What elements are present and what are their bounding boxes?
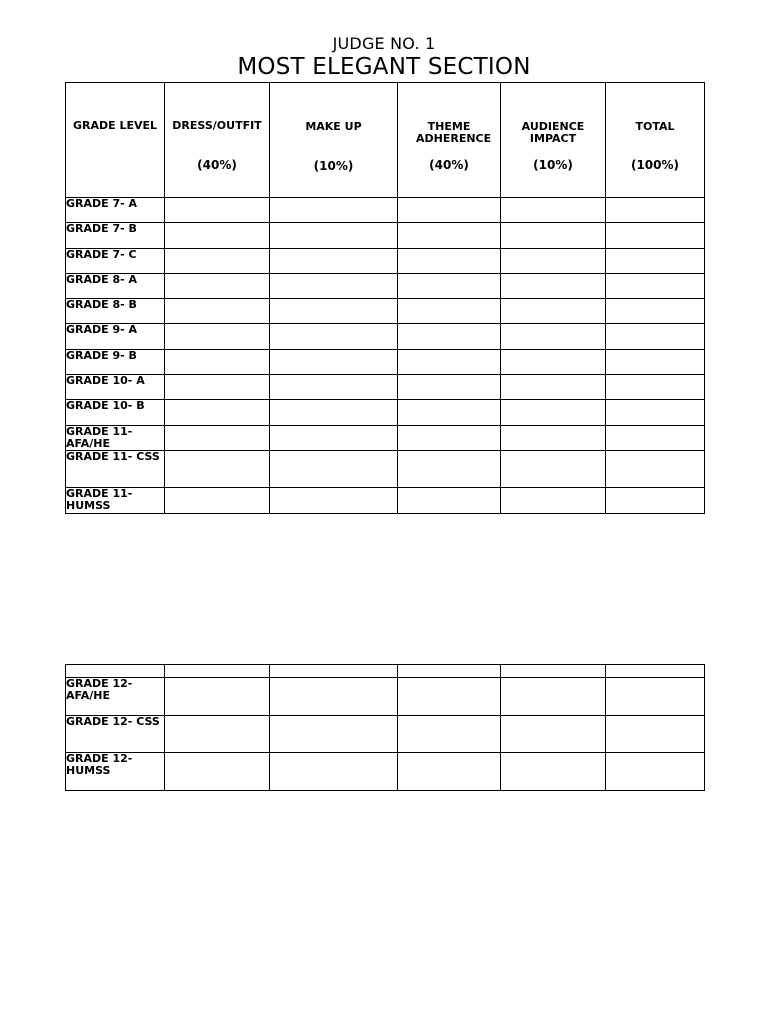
score-cell[interactable]: [165, 425, 270, 450]
score-cell[interactable]: [270, 349, 398, 374]
table-row: [66, 753, 705, 791]
score-cell[interactable]: [270, 273, 398, 298]
score-cell[interactable]: [606, 198, 705, 223]
score-cell[interactable]: [606, 375, 705, 400]
grade-level-cell: GRADE 11- AFA/HE: [66, 425, 165, 450]
table-row: [66, 375, 705, 400]
score-cell[interactable]: [501, 715, 606, 753]
score-cell[interactable]: [501, 223, 606, 248]
table-row: [66, 273, 705, 298]
second-table-body: [66, 678, 705, 791]
column-header-label: MAKE UP: [305, 120, 362, 133]
column-header-make-up: [270, 83, 398, 198]
column-header-total: [606, 83, 705, 198]
score-cell[interactable]: [165, 450, 270, 488]
score-cell[interactable]: [398, 198, 501, 223]
score-cell[interactable]: [398, 450, 501, 488]
table-row: [66, 450, 705, 488]
grade-level-cell: GRADE 12- AFA/HE: [66, 678, 165, 716]
score-cell[interactable]: [501, 425, 606, 450]
table-row: [66, 715, 705, 753]
score-cell[interactable]: [501, 450, 606, 488]
score-cell[interactable]: [606, 753, 705, 791]
grade-level-cell: GRADE 12- CSS: [66, 715, 165, 753]
column-header-grade-level: [66, 83, 165, 198]
column-header-audience-impact: [501, 83, 606, 198]
grade-level-cell: GRADE 11- CSS: [66, 450, 165, 488]
column-weight: (10%): [533, 158, 573, 172]
score-cell[interactable]: [606, 678, 705, 716]
score-cell[interactable]: [165, 248, 270, 273]
score-cell[interactable]: [501, 400, 606, 425]
score-cell[interactable]: [165, 198, 270, 223]
column-header-label: GRADE LEVEL: [72, 119, 158, 132]
score-cell[interactable]: [501, 753, 606, 791]
score-cell[interactable]: [165, 400, 270, 425]
score-cell[interactable]: [165, 753, 270, 791]
grade-level-cell: GRADE 7- B: [66, 223, 165, 248]
score-cell[interactable]: [501, 678, 606, 716]
score-cell[interactable]: [606, 223, 705, 248]
judge-number: JUDGE NO. 1: [332, 34, 436, 53]
score-cell[interactable]: [398, 248, 501, 273]
score-cell[interactable]: [398, 273, 501, 298]
score-cell[interactable]: [398, 425, 501, 450]
score-cell[interactable]: [606, 324, 705, 349]
score-cell[interactable]: [398, 299, 501, 324]
score-cell[interactable]: [606, 349, 705, 374]
score-cell[interactable]: [398, 665, 501, 678]
score-cell[interactable]: [606, 488, 705, 513]
score-cell[interactable]: [398, 678, 501, 716]
grade-level-cell: GRADE 10- B: [66, 400, 165, 425]
score-cell[interactable]: [165, 665, 270, 678]
score-cell[interactable]: [398, 375, 501, 400]
grade-level-cell: GRADE 11- HUMSS: [66, 488, 165, 513]
score-cell[interactable]: [165, 299, 270, 324]
column-weight: (10%): [313, 159, 354, 173]
score-cell[interactable]: [606, 450, 705, 488]
score-cell[interactable]: [270, 248, 398, 273]
score-cell[interactable]: [398, 488, 501, 513]
score-cell[interactable]: [501, 273, 606, 298]
score-cell[interactable]: [270, 665, 398, 678]
score-cell[interactable]: [270, 375, 398, 400]
spacer-row: [66, 665, 705, 678]
score-cell[interactable]: [165, 678, 270, 716]
grade-level-cell: GRADE 12- HUMSS: [66, 753, 165, 791]
page-title: MOST ELEGANT SECTION: [237, 54, 531, 80]
score-cell[interactable]: [501, 665, 606, 678]
table-row: [66, 198, 705, 223]
column-header-label: TOTAL: [635, 120, 675, 133]
score-cell[interactable]: [398, 715, 501, 753]
main-table-body: [66, 198, 705, 514]
grade-level-cell: GRADE 9- B: [66, 349, 165, 374]
score-cell[interactable]: [606, 299, 705, 324]
column-header-label: AUDIENCE IMPACT: [521, 120, 585, 145]
score-cell[interactable]: [398, 324, 501, 349]
table-row: [66, 248, 705, 273]
table-row: [66, 299, 705, 324]
score-cell[interactable]: [165, 223, 270, 248]
grade-level-cell: GRADE 9- A: [66, 324, 165, 349]
score-cell[interactable]: [165, 488, 270, 513]
score-cell[interactable]: [398, 753, 501, 791]
grade-level-cell: GRADE 8- B: [66, 299, 165, 324]
column-header-label: THEME ADHERENCE: [416, 120, 492, 145]
score-cell[interactable]: [398, 223, 501, 248]
score-cell[interactable]: [501, 488, 606, 513]
score-cell[interactable]: [606, 400, 705, 425]
column-weight: (40%): [197, 158, 237, 172]
grade-level-cell: GRADE 7- C: [66, 248, 165, 273]
column-header-label: DRESS/OUTFIT: [172, 119, 262, 132]
table-row: [66, 425, 705, 450]
score-cell[interactable]: [270, 223, 398, 248]
score-cell[interactable]: [165, 349, 270, 374]
score-cell[interactable]: [606, 425, 705, 450]
table-row: [66, 223, 705, 248]
table-row: [66, 400, 705, 425]
score-cell[interactable]: [398, 349, 501, 374]
grade-level-cell: GRADE 10- A: [66, 375, 165, 400]
score-cell[interactable]: [165, 375, 270, 400]
score-cell[interactable]: [270, 753, 398, 791]
grade-level-cell: GRADE 7- A: [66, 198, 165, 223]
score-cell[interactable]: [270, 299, 398, 324]
table-row: [66, 324, 705, 349]
column-header-dress-outfit: [165, 83, 270, 198]
score-cell[interactable]: [606, 248, 705, 273]
column-weight: (100%): [630, 158, 680, 172]
column-weight: (40%): [429, 158, 469, 172]
score-cell[interactable]: [270, 425, 398, 450]
score-cell[interactable]: [270, 400, 398, 425]
table-row: [66, 349, 705, 374]
table-row: [66, 488, 705, 513]
score-cell[interactable]: [270, 715, 398, 753]
score-cell[interactable]: [606, 715, 705, 753]
score-cell[interactable]: [501, 375, 606, 400]
score-cell[interactable]: [606, 665, 705, 678]
header-row: [66, 83, 705, 198]
score-table-continued: [65, 664, 705, 791]
score-cell[interactable]: [66, 665, 165, 678]
score-cell[interactable]: [270, 678, 398, 716]
score-cell[interactable]: [398, 400, 501, 425]
score-cell[interactable]: [501, 349, 606, 374]
score-cell[interactable]: [270, 488, 398, 513]
score-cell[interactable]: [165, 715, 270, 753]
score-cell[interactable]: [501, 198, 606, 223]
score-cell[interactable]: [501, 299, 606, 324]
score-table-main: [65, 82, 705, 514]
score-cell[interactable]: [165, 273, 270, 298]
score-cell[interactable]: [501, 324, 606, 349]
column-header-theme-adherence: [398, 83, 501, 198]
score-cell[interactable]: [270, 324, 398, 349]
table-row: [66, 678, 705, 716]
grade-level-cell: GRADE 8- A: [66, 273, 165, 298]
score-cell[interactable]: [606, 273, 705, 298]
score-cell[interactable]: [165, 324, 270, 349]
score-cell[interactable]: [270, 198, 398, 223]
score-cell[interactable]: [270, 450, 398, 488]
score-cell[interactable]: [501, 248, 606, 273]
